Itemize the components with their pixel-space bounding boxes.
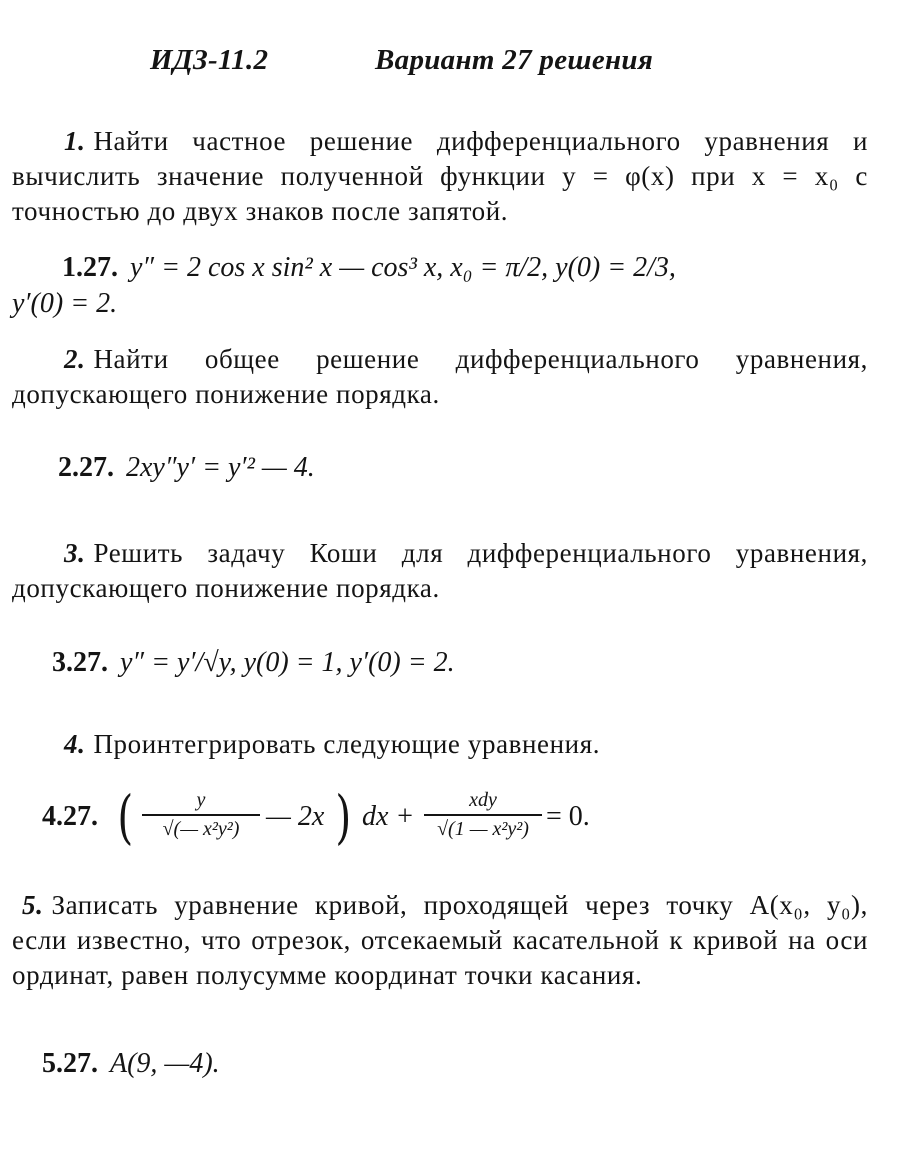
fraction-1-denominator: √(— x²y²)	[162, 818, 240, 840]
task-number: 2.	[64, 344, 86, 374]
problem-number: 2.27.	[58, 452, 114, 483]
minus-2x-term	[266, 801, 324, 833]
page-header	[150, 44, 654, 77]
fraction-2	[424, 789, 542, 841]
task-5-statement	[12, 888, 868, 993]
left-paren: (	[117, 783, 134, 851]
problem-1-27-continued	[12, 286, 117, 322]
problem-2-27	[58, 450, 315, 486]
problem-formula: A(9, —4).	[110, 1048, 220, 1079]
dx-plus-text: dx +	[362, 801, 415, 832]
problem-number: 1.27.	[62, 252, 118, 283]
problem-formula-continued: y′(0) = 2.	[12, 288, 118, 319]
task-text: Найти частное решение дифференциального уравнения и вычислить значение полученной функции y = φ(x) при x = x₀ с точностью до двух знаков после запятой.	[12, 126, 868, 226]
problem-4-27	[42, 783, 662, 863]
equals-zero-term	[546, 801, 590, 833]
problem-3-27	[52, 645, 455, 681]
assignment-code: ИДЗ-11.2	[150, 44, 269, 76]
minus-2x-text: — 2x	[266, 801, 325, 832]
problem-formula: y″ = 2 cos x sin² x — cos³ x, x₀ = π/2, y(0) = 2/3,	[130, 252, 676, 283]
fraction-1	[142, 789, 260, 841]
problem-number: 3.27.	[52, 647, 108, 678]
right-paren: )	[335, 783, 352, 851]
task-number: 3.	[64, 538, 86, 568]
problem-formula: 2xy″y′ = y′² — 4.	[126, 452, 315, 483]
fraction-2-numerator: xdy	[469, 789, 497, 811]
dx-plus-term	[362, 801, 414, 833]
task-2-statement	[12, 342, 868, 412]
problem-number: 5.27.	[42, 1048, 98, 1079]
problem-formula: y″ = y′/√y, y(0) = 1, y′(0) = 2.	[120, 647, 455, 678]
task-4-statement	[12, 727, 868, 762]
task-text: Решить задачу Коши для дифференциального уравнения, допускающего понижение порядка.	[12, 538, 868, 603]
problem-1-27	[62, 250, 676, 286]
task-text: Записать уравнение кривой, проходящей через точку A(x₀, y₀), если известно, что отрезок, отсекаемый касательной к кривой на оси ординат, равен полусумме координат точки касания.	[12, 890, 868, 990]
fraction-2-denominator: √(1 — x²y²)	[437, 818, 529, 840]
equals-zero-text: = 0.	[546, 801, 590, 832]
problem-5-27	[42, 1046, 220, 1082]
fraction-1-numerator: y	[196, 789, 206, 811]
task-3-statement	[12, 536, 868, 606]
variant-title: Вариант 27 решения	[375, 44, 654, 76]
task-number: 4.	[64, 729, 86, 759]
task-number: 5.	[22, 890, 44, 920]
task-text: Найти общее решение дифференциального уравнения, допускающего понижение порядка.	[12, 344, 868, 409]
task-text: Проинтегрировать следующие уравнения.	[93, 729, 601, 759]
task-number: 1.	[64, 126, 86, 156]
problem-number: 4.27.	[42, 801, 98, 832]
task-1-statement	[12, 124, 868, 229]
